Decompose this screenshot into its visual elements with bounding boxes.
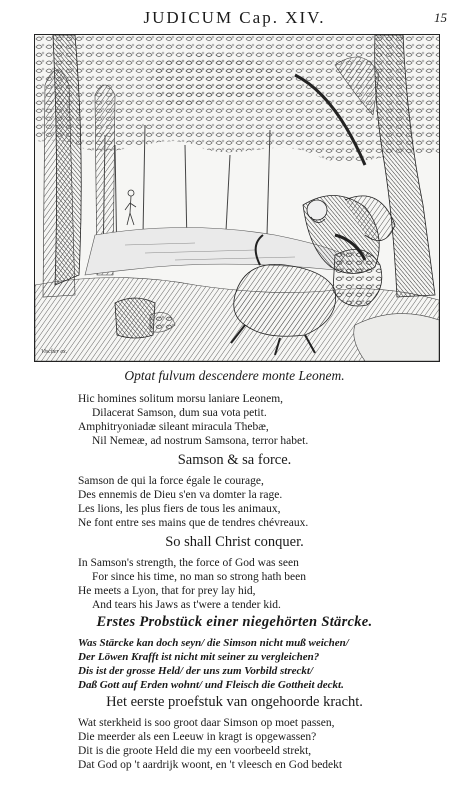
- english-line-1: In Samson's strength, the force of God was seen: [78, 557, 299, 569]
- dutch-line-2: Die meerder als een Leeuw in kragt is opgewassen?: [78, 731, 317, 743]
- french-line-2: Des ennemis de Dieu s'en va domter la rage.: [78, 489, 283, 501]
- french-line-3: Les lions, les plus fiers de tous les animaux,: [78, 503, 281, 515]
- english-verse: [78, 556, 458, 612]
- english-line-2: For since his time, no man so strong hath been: [92, 571, 306, 583]
- english-line-4: And tears his Jaws as t'were a tender kid.: [92, 599, 281, 611]
- page-number: 15: [434, 10, 447, 25]
- dutch-line-3: Dit is die groote Held die my een voorbeeld strekt,: [78, 745, 312, 757]
- engraving-caption: Optat fulvum descendere monte Leonem.: [124, 368, 345, 383]
- french-line-4: Ne font entre ses mains que de tendres chévreaux.: [78, 517, 309, 529]
- german-line-2: Der Löwen Krafft ist nicht mit seiner zu vergleichen?: [78, 651, 320, 663]
- german-heading: Erstes Probstück einer niegehörten Stärcke.: [96, 614, 373, 630]
- french-verse: [78, 474, 458, 530]
- german-verse: [78, 636, 458, 692]
- dutch-line-4: Dat God op 't aardrijk woont, en 't vleesch en God bedekt: [78, 759, 343, 771]
- german-line-1: Was Stärcke kan doch seyn/ die Simson nicht muß weichen/: [78, 637, 349, 649]
- latin-line-2: Dilacerat Samson, dum sua vota petit.: [92, 407, 267, 419]
- engraving-illustration: [35, 35, 439, 361]
- french-heading: Samson & sa force.: [177, 452, 292, 468]
- dutch-line-1: Wat sterkheid is soo groot daar Simson op moet passen,: [78, 717, 335, 729]
- latin-verse: [78, 392, 458, 448]
- english-heading: So shall Christ conquer.: [165, 534, 304, 550]
- dutch-verse: [78, 716, 458, 772]
- latin-line-1: Hic homines solitum morsu laniare Leonem,: [78, 393, 284, 405]
- engraver-signature: Vischer ex.: [41, 349, 68, 355]
- german-line-4: Daß Gott auf Erden wohnt/ und Fleisch die Gottheit deckt.: [78, 679, 344, 691]
- dutch-heading: Het eerste proefstuk van ongehoorde kracht.: [106, 694, 363, 710]
- english-line-3: He meets a Lyon, that for prey lay hid,: [78, 585, 256, 597]
- engraving-plate: [34, 34, 440, 362]
- running-header: [0, 6, 469, 28]
- running-title: JUDICUM Cap. XIV.: [143, 8, 326, 27]
- german-line-3: Dis ist der grosse Held/ der uns zum Vorbild streckt/: [78, 665, 314, 677]
- french-line-1: Samson de qui la force égale le courage,: [78, 475, 264, 487]
- latin-line-4: Nil Nemeæ, ad nostrum Samsona, terror habet.: [92, 435, 309, 447]
- latin-line-3: Amphitryoniadæ sileant miracula Thebæ,: [78, 421, 269, 433]
